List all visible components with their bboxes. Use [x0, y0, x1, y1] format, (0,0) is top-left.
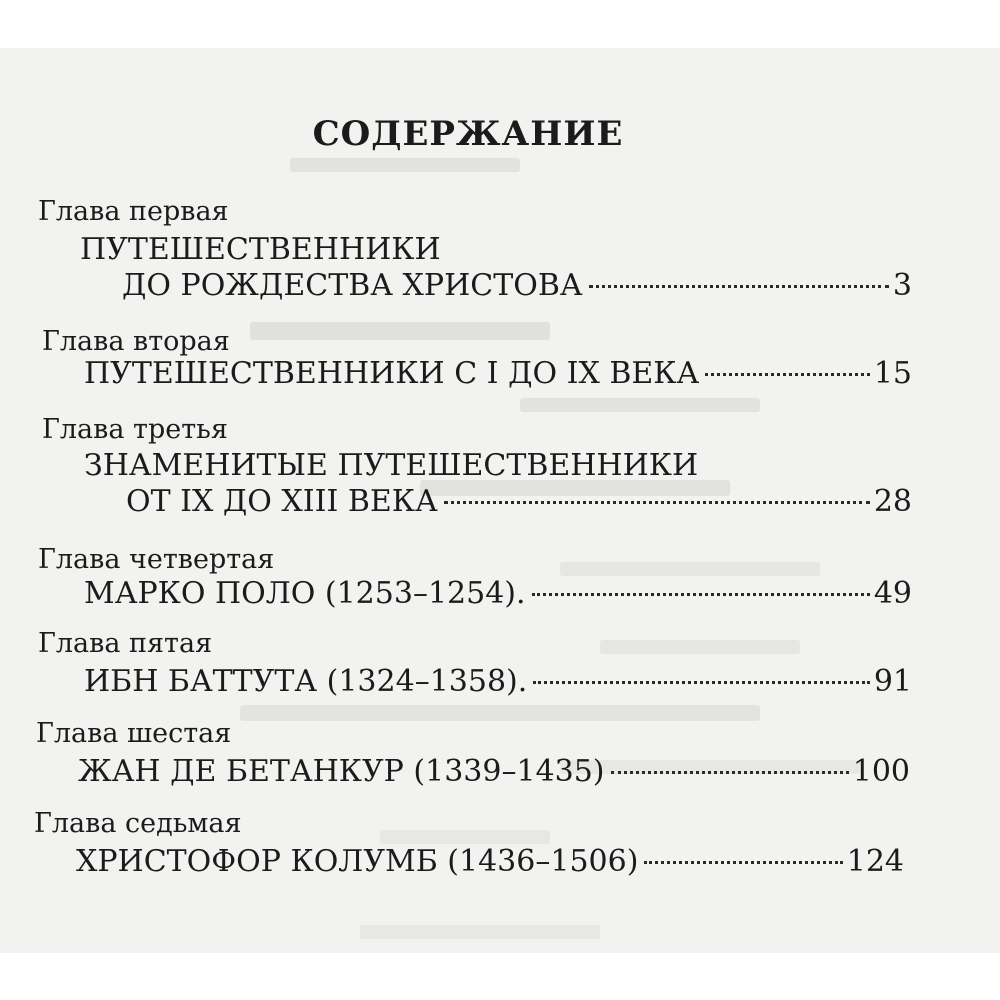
chapter-title-line: ЗНАМЕНИТЫЕ ПУТЕШЕСТВЕННИКИ — [84, 448, 699, 483]
chapter-title-line: ОТ IX ДО XIII ВЕКА — [126, 484, 438, 519]
toc-entry[interactable] — [76, 844, 904, 880]
dot-leader — [705, 373, 870, 376]
page-number: 49 — [873, 576, 912, 611]
dot-leader — [532, 593, 870, 596]
chapter-label: Глава седьмая — [34, 808, 242, 839]
page-number: 28 — [873, 484, 912, 519]
page-number: 3 — [892, 268, 912, 303]
chapter-title-line: ПУТЕШЕСТВЕННИКИ С I ДО IX ВЕКА — [84, 356, 700, 391]
chapter-title-line: ПУТЕШЕСТВЕННИКИ — [80, 232, 441, 267]
chapter-title-line: ДО РОЖДЕСТВА ХРИСТОВА — [122, 268, 583, 303]
page-number: 100 — [852, 754, 910, 789]
chapter-title-line: ХРИСТОФОР КОЛУМБ (1436–1506) — [76, 844, 639, 879]
toc-entry[interactable] — [126, 484, 912, 520]
toc-entry[interactable] — [78, 754, 910, 790]
chapter-label: Глава шестая — [36, 718, 232, 749]
toc-entry[interactable] — [84, 356, 912, 392]
chapter-title-line: ЖАН ДЕ БЕТАНКУР (1339–1435) — [78, 754, 605, 789]
chapter-label: Глава четвертая — [38, 544, 275, 575]
chapter-label: Глава вторая — [42, 326, 230, 357]
toc-entry[interactable] — [122, 268, 912, 304]
chapter-title-line: ИБН БАТТУТА (1324–1358). — [84, 664, 528, 699]
chapter-label: Глава пятая — [38, 628, 213, 659]
toc-entry[interactable] — [84, 664, 912, 700]
dot-leader — [644, 861, 842, 864]
dot-leader — [589, 285, 889, 288]
page-number: 15 — [873, 356, 912, 391]
page-number: 91 — [873, 664, 912, 699]
toc-entry[interactable] — [84, 576, 912, 612]
dot-leader — [611, 771, 849, 774]
chapter-label: Глава первая — [38, 196, 229, 227]
toc-heading: СОДЕРЖАНИЕ — [312, 114, 624, 154]
page-number: 124 — [846, 844, 904, 879]
chapter-title-line: МАРКО ПОЛО (1253–1254). — [84, 576, 526, 611]
dot-leader — [444, 501, 870, 504]
dot-leader — [533, 681, 870, 684]
chapter-label: Глава третья — [42, 414, 228, 445]
